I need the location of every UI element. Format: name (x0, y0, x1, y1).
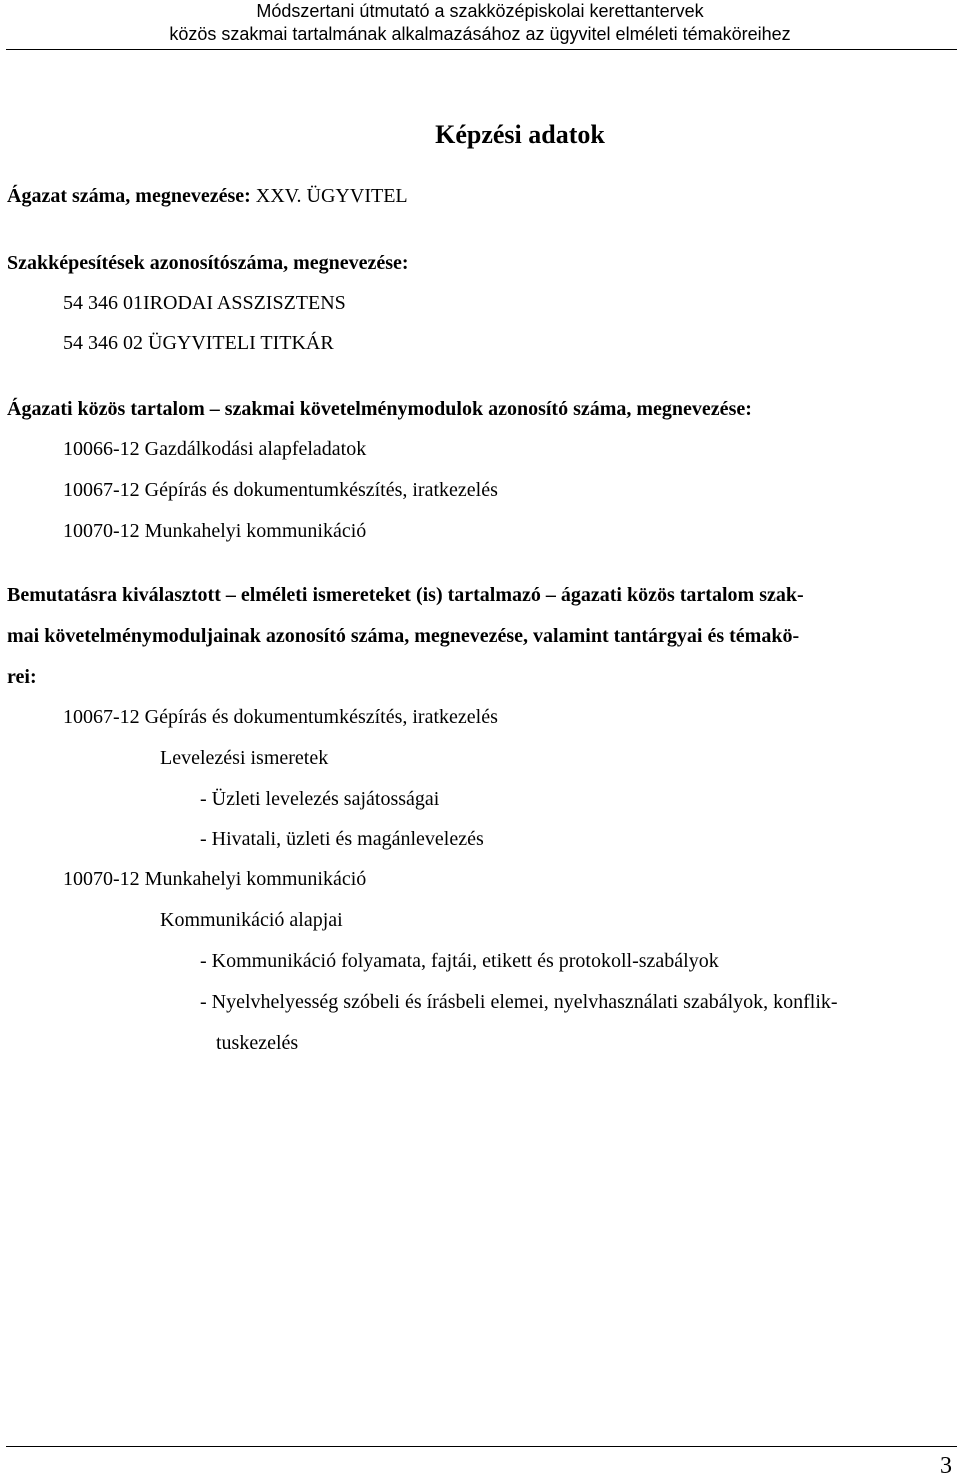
qualification-item: 54 346 01IRODAI ASSZISZTENS (63, 292, 346, 314)
presentation-label-line-3: rei: (7, 666, 37, 688)
qualifications-label: Szakképesítések azonosítószáma, megnevezése: (7, 252, 409, 274)
qualification-item: 54 346 02 ÜGYVITELI TITKÁR (63, 332, 334, 354)
footer-divider (6, 1446, 957, 1447)
header-line-2: közös szakmai tartalmának alkalmazásához az ügyvitel elméleti témaköreihez (169, 24, 791, 44)
topic-item: - Nyelvhelyesség szóbeli és írásbeli elemei, nyelvhasználati szabályok, konflik- (200, 991, 838, 1013)
sector-value: XXV. ÜGYVITEL (250, 185, 408, 207)
module-item: 10066-12 Gazdálkodási alapfeladatok (63, 438, 367, 460)
header-line-1: Módszertani útmutató a szakközépiskolai kerettantervek (256, 1, 704, 21)
topic-continuation: tuskezelés (216, 1032, 299, 1054)
module-item: 10067-12 Gépírás és dokumentumkészítés, iratkezelés (63, 479, 498, 501)
topic-item: - Kommunikáció folyamata, fajtái, etikett és protokoll-szabályok (200, 950, 719, 972)
header-divider (6, 49, 957, 50)
presentation-subject-1: Levelezési ismeretek (160, 747, 329, 769)
presentation-label-line-1: Bemutatásra kiválasztott – elméleti ismereteket (is) tartalmazó – ágazati közös tartalom szak- (7, 584, 804, 606)
module-item: 10070-12 Munkahelyi kommunikáció (63, 520, 367, 542)
presentation-module-2: 10070-12 Munkahelyi kommunikáció (63, 868, 367, 890)
topic-item: - Üzleti levelezés sajátosságai (200, 788, 440, 810)
page-number: 3 (940, 1453, 952, 1479)
sector-label: Ágazat száma, megnevezése: (7, 185, 251, 207)
presentation-subject-2: Kommunikáció alapjai (160, 909, 343, 931)
sector-line (7, 183, 408, 209)
page-header (0, 0, 960, 46)
presentation-label-line-2: mai követelménymoduljainak azonosító száma, megnevezése, valamint tantárgyai és témakö- (7, 625, 800, 647)
presentation-module-1: 10067-12 Gépírás és dokumentumkészítés, iratkezelés (63, 706, 498, 728)
page-title: Képzési adatok (435, 120, 605, 149)
modules-label: Ágazati közös tartalom – szakmai követelménymodulok azonosító száma, megnevezése: (7, 398, 752, 420)
topic-item: - Hivatali, üzleti és magánlevelezés (200, 828, 484, 850)
